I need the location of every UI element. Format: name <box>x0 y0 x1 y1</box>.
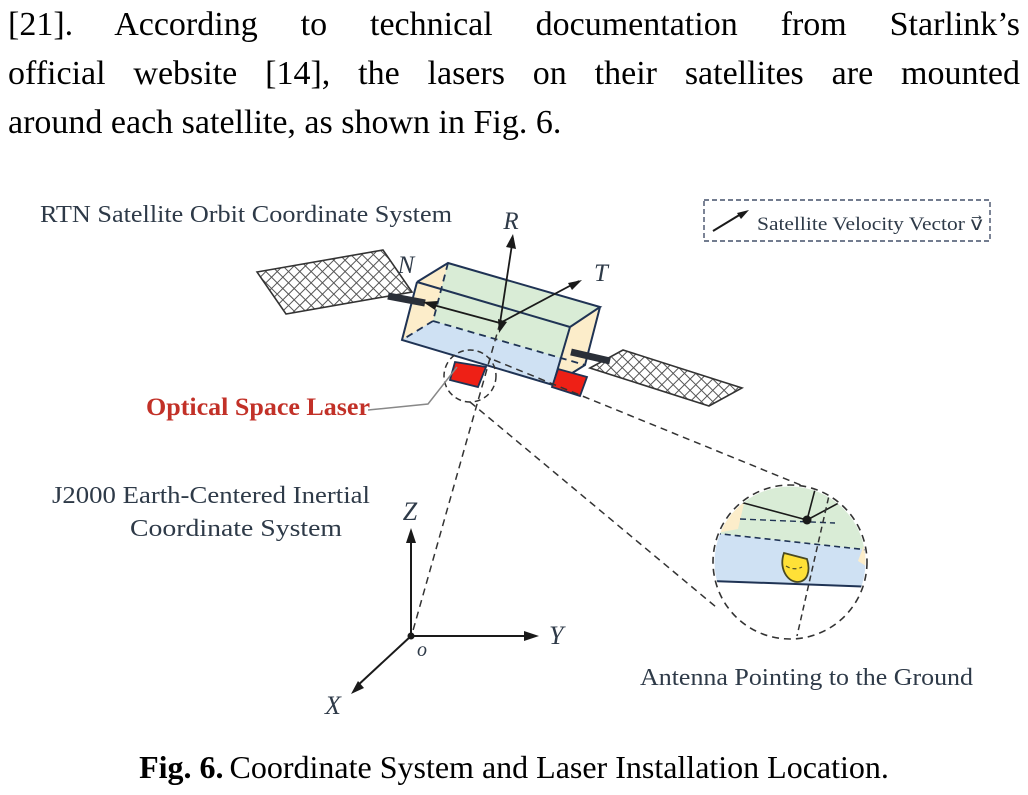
origin-dot <box>408 633 415 640</box>
origin-label: o <box>417 639 427 661</box>
axis-X-label: X <box>325 691 341 720</box>
velocity-arrowhead-icon <box>737 210 749 219</box>
axis-X-line <box>356 636 411 687</box>
axis-T-label: T <box>594 260 608 287</box>
axis-Y-arrowhead-icon <box>524 631 539 641</box>
axis-Y-label: Y <box>549 621 564 650</box>
axis-N-label: N <box>397 252 415 279</box>
paragraph-line-2: official website [14], the lasers on their satellites are mounted <box>8 55 1020 92</box>
magnified-view <box>685 440 905 636</box>
velocity-arrow-line <box>713 214 741 231</box>
axis-Z-arrowhead-icon <box>406 528 416 543</box>
velocity-legend-label: Satellite Velocity Vector v⃗ <box>757 214 983 235</box>
axis-T-arrowhead-icon <box>568 280 582 290</box>
optical-laser-label: Optical Space Laser <box>146 394 370 421</box>
axis-R-label: R <box>503 208 519 235</box>
caption-prefix: Fig. 6. <box>139 749 224 785</box>
figure-caption <box>0 749 1028 786</box>
magnifier-cone-lower-line <box>470 402 716 607</box>
rtn-title-label: RTN Satellite Orbit Coordinate System <box>40 202 453 228</box>
solar-panel-left <box>257 250 412 314</box>
axis-Z-label: Z <box>402 497 418 526</box>
velocity-legend <box>704 200 990 241</box>
solar-panel-right <box>590 350 742 406</box>
laser-right <box>552 369 587 396</box>
j2000-label-line2: Coordinate System <box>130 516 343 542</box>
paragraph-line-3: around each satellite, as shown in Fig. 6. <box>8 104 562 141</box>
j2000-label-line1: J2000 Earth-Centered Inertial <box>52 483 371 509</box>
j2000-axes <box>356 538 528 687</box>
axis-R-arrowhead-icon <box>506 234 516 249</box>
paragraph-line-1: [21]. According to technical documentation from Starlink’s <box>8 6 1020 43</box>
antenna-label: Antenna Pointing to the Ground <box>640 665 973 691</box>
magnified-origin-dot <box>803 516 812 525</box>
axis-X-arrowhead-icon <box>351 681 364 694</box>
laser-left <box>450 362 486 387</box>
caption-text: Coordinate System and Laser Installation Location. <box>229 749 889 785</box>
